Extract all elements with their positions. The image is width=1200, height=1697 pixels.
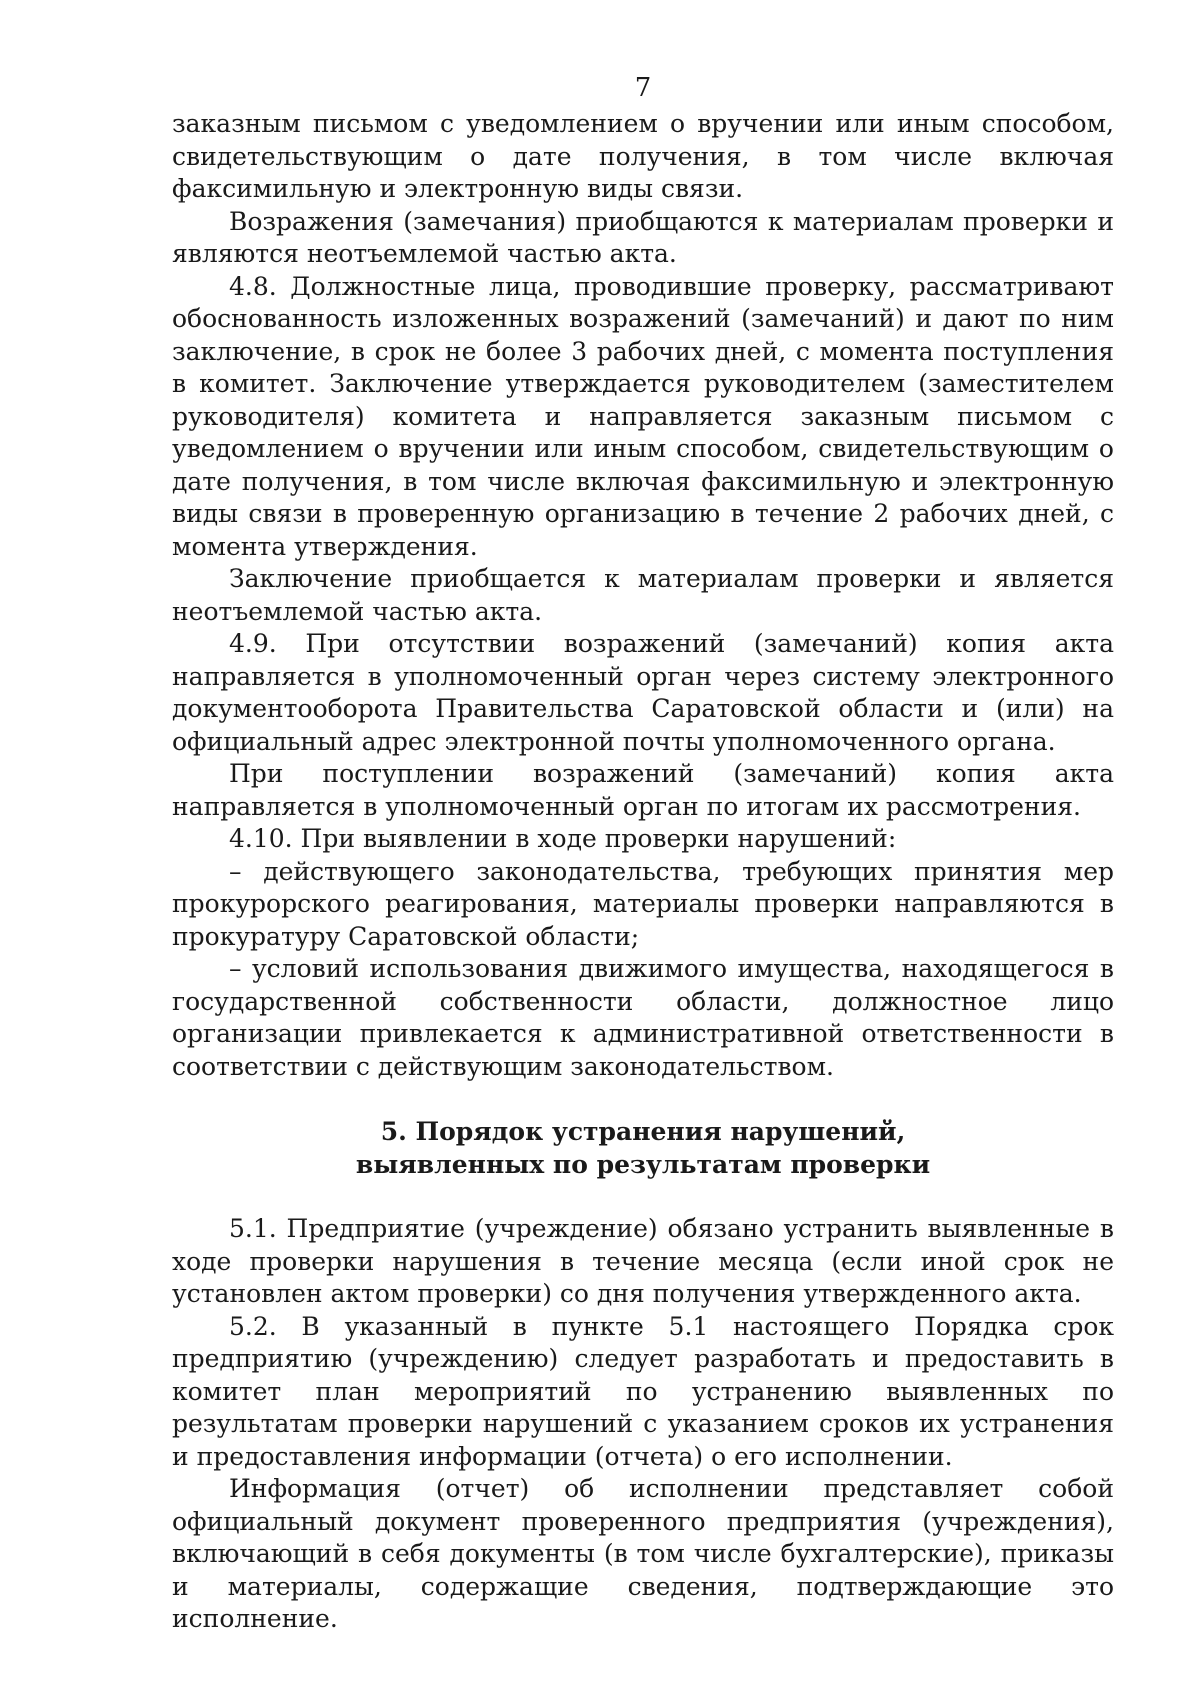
list-item-legislation: – действующего законодательства, требующих принятия мер прокурорского реагирования, материалы проверки направляются в прокуратуру Саратовской области; xyxy=(172,856,1114,951)
paragraph-4-10: 4.10. При выявлении в ходе проверки нарушений: xyxy=(229,824,897,853)
paragraph-report-info: Информация (отчет) об исполнении представляет собой официальный документ проверенного предприятия (учреждения), включающий в себя документы (в том числе бухгалтерские), приказы и материалы, содержащие сведения, подтверждающие это исполнение. xyxy=(172,1474,1114,1633)
document-page xyxy=(172,70,1114,1636)
section-5-heading xyxy=(172,1116,1114,1181)
page-number: 7 xyxy=(634,73,652,103)
paragraph-4-9: 4.9. При отсутствии возражений (замечаний) копия акта направляется в уполномоченный орган через систему электронного документооборота Правительства Саратовской области и (или) на официальный адрес электронной почты уполномоченного органа. xyxy=(172,629,1114,756)
paragraph-5-1: 5.1. Предприятие (учреждение) обязано устранить выявленные в ходе проверки нарушения в течение месяца (если иной срок не установлен актом проверки) со дня получения утвержденного акта. xyxy=(172,1214,1114,1308)
list-item-property-use: – условий использования движимого имущества, находящегося в государственной собственности области, должностное лицо организации привлекается к административной ответственности в соответствии с действующим законодательством. xyxy=(172,954,1114,1081)
paragraph-conclusion: Заключение приобщается к материалам проверки и является неотъемлемой частью акта. xyxy=(172,564,1114,626)
paragraph-5-2: 5.2. В указанный в пункте 5.1 настоящего Порядка срок предприятию (учреждению) следует разработать и предоставить в комитет план мероприятий по устранению выявленных по результатам проверки нарушений с указанием сроков их устранения и предоставления информации (отчета) о его исполнении. xyxy=(172,1311,1114,1471)
section-title-line-1: 5. Порядок устранения нарушений, xyxy=(380,1117,906,1146)
section-title-line-2: выявленных по результатам проверки xyxy=(355,1149,931,1179)
paragraph-objections-received: При поступлении возражений (замечаний) копия акта направляется в уполномоченный орган по итогам их рассмотрения. xyxy=(172,759,1114,821)
paragraph-objections: Возражения (замечания) приобщаются к материалам проверки и являются неотъемлемой частью акта. xyxy=(172,206,1114,268)
paragraph-continuation: заказным письмом с уведомлением о вручении или иным способом, свидетельствующим о дате получения, в том числе включая факсимильную и электронную виды связи. xyxy=(172,109,1114,203)
paragraph-4-8: 4.8. Должностные лица, проводившие проверку, рассматривают обоснованность изложенных возражений (замечаний) и дают по ним заключение, в срок не более 3 рабочих дней, с момента поступления в комитет. Заключение утверждается руководителем (заместителем руководителя) комитета и направляется заказным письмом с уведомлением о вручении или иным способом, свидетельствующим о дате получения, в том числе включая факсимильную и электронную виды связи в проверенную организацию в течение 2 рабочих дней, с момента утверждения. xyxy=(172,271,1114,561)
